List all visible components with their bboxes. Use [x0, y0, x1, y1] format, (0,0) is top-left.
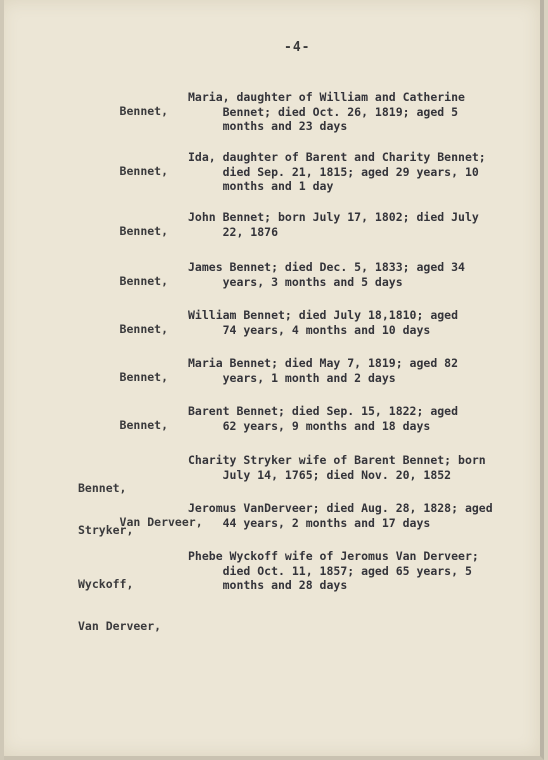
record-text [188, 210, 518, 239]
record-line: Maria, daughter of William and Catherine [188, 90, 465, 104]
record-line: John Bennet; born July 17, 1802; died July [188, 210, 479, 224]
record-line: 74 years, 4 months and 10 days [188, 322, 431, 337]
record-text [188, 150, 518, 194]
surname-line: Bennet, [119, 370, 169, 384]
record-text [188, 501, 518, 530]
record-text [188, 549, 518, 593]
record-line: July 14, 1765; died Nov. 20, 1852 [188, 467, 452, 482]
page-number: -4- [284, 40, 311, 55]
surname-label [78, 308, 178, 350]
record-text [188, 356, 518, 385]
surname-line: Bennet, [119, 418, 169, 432]
record-line: Charity Stryker wife of Barent Bennet; born [188, 453, 486, 467]
surname-line: Bennet, [119, 164, 169, 178]
surname-label [78, 260, 178, 302]
record-line: months and 1 day [188, 179, 334, 193]
record-text [188, 404, 518, 433]
record-text [188, 90, 518, 134]
surname-label [78, 356, 178, 398]
surname-line: Van Derveer, [119, 515, 203, 529]
surname-line: Wyckoff, [78, 577, 134, 591]
surname-line: Bennet, [78, 481, 127, 495]
record-line: James Bennet; died Dec. 5, 1833; aged 34 [188, 260, 465, 274]
surname-label [78, 210, 178, 252]
record-line: years, 1 month and 2 days [188, 370, 396, 385]
record-line: 22, 1876 [188, 224, 279, 239]
record-line: 44 years, 2 months and 17 days [188, 515, 431, 530]
record-line: Bennet; died Oct. 26, 1819; aged 5 [188, 104, 459, 119]
surname-line: Bennet, [119, 104, 169, 118]
surname-line: Bennet, [119, 224, 169, 238]
surname-line: Stryker, [78, 523, 134, 537]
record-line: Ida, daughter of Barent and Charity Bennet; [188, 150, 486, 164]
surname-label [78, 90, 178, 132]
record-line: died Sep. 21, 1815; aged 29 years, 10 [188, 164, 479, 179]
surname-line: Van Derveer, [78, 619, 162, 633]
record-line: Jeromus VanDerveer; died Aug. 28, 1828; aged [188, 501, 493, 515]
surname-line: Bennet, [119, 274, 169, 288]
surname-label [78, 501, 203, 543]
record-line: Barent Bennet; died Sep. 15, 1822; aged [188, 404, 459, 418]
surname-line: Bennet, [119, 322, 169, 336]
record-line: months and 23 days [188, 119, 348, 133]
record-line: 62 years, 9 months and 18 days [188, 418, 431, 433]
record-line: months and 28 days [188, 578, 348, 592]
surname-label [78, 549, 178, 661]
record-text [188, 260, 518, 289]
record-text [188, 453, 518, 482]
surname-label [78, 150, 178, 192]
record-line: Phebe Wyckoff wife of Jeromus Van Derveer; [188, 549, 479, 563]
record-text [188, 308, 518, 337]
surname-label [78, 404, 178, 446]
record-line: years, 3 months and 5 days [188, 274, 403, 289]
page-binding-edge [0, 0, 4, 760]
record-line: Maria Bennet; died May 7, 1819; aged 82 [188, 356, 459, 370]
record-line: William Bennet; died July 18,1810; aged [188, 308, 459, 322]
record-line: died Oct. 11, 1857; aged 65 years, 5 [188, 563, 472, 578]
